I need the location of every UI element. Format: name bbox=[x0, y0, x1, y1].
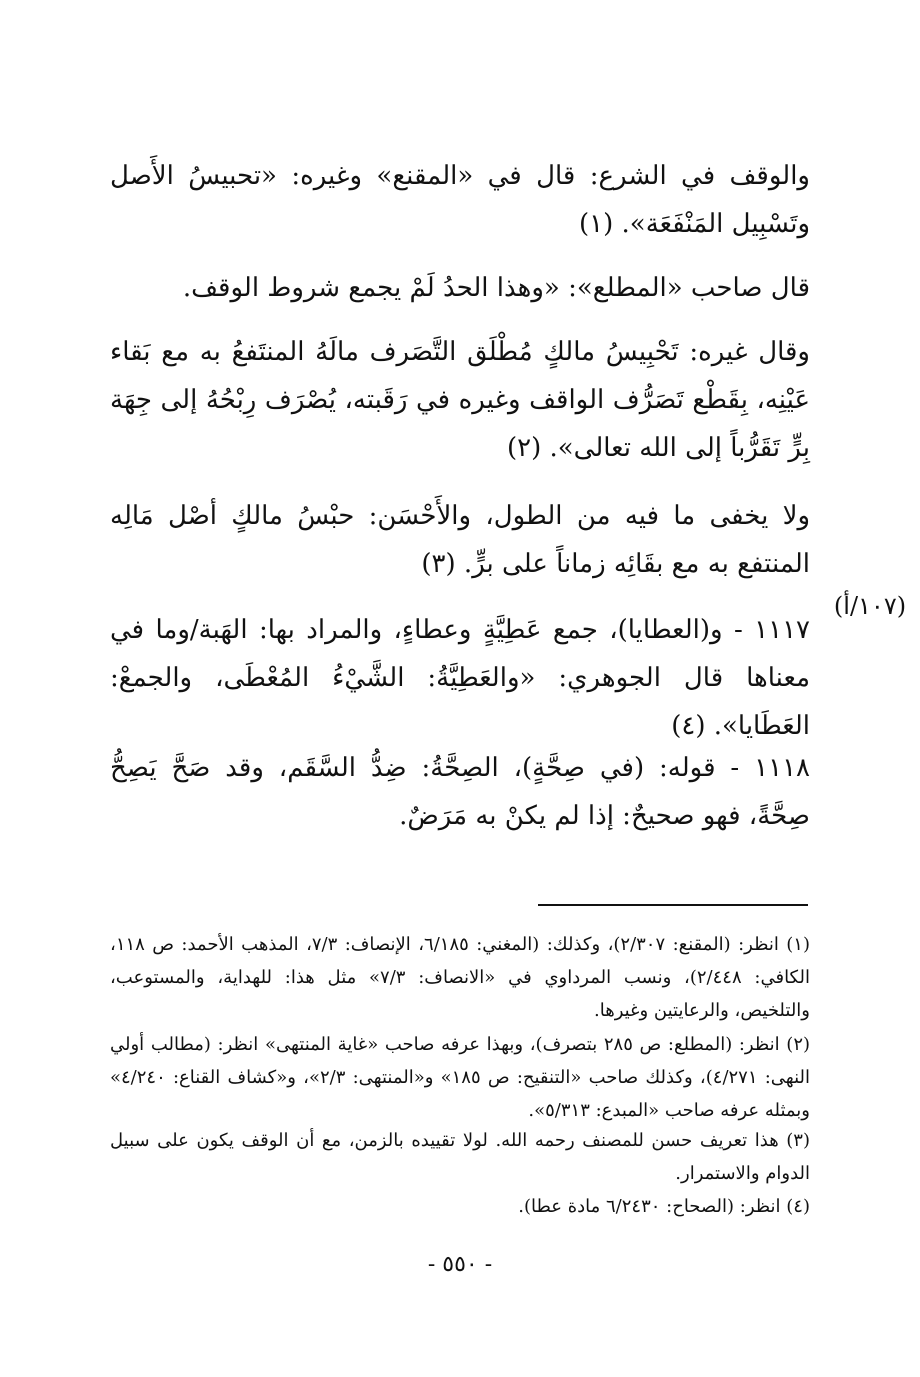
footnote-1: (١) انظر: (المقنع: ٢/٣٠٧)، وكذلك: (المغني: ٦/١٨٥، الإنصاف: ٧/٣، المذهب الأحمد: ص ١١٨، الكافي: ٢/٤٤٨)، ونسب المرداوي في «الانصاف: ٧/٣» مثل هذا: للهداية، والمستوعب، والتلخيص، والرعايتين وغيرها. bbox=[110, 934, 810, 1021]
paragraph-entry-1118: ١١١٨ - قوله: (في صِحَّةٍ)، الصِحَّةُ: ضِدُّ السَّقَم، وقد صَحَّ يَصِحُّ صِحَّةً، فهو صحيحٌ: إذا لم يكنْ به مَرَضٌ. bbox=[110, 753, 810, 831]
manuscript-folio-marker: (١٠٧/أ) bbox=[833, 592, 907, 620]
paragraph-alternative-definition: وقال غيره: تَحْبِيسُ مالكٍ مُطْلَق التَّصَرف مالَهُ المنتَفعُ به مع بَقاء عَيْنِه، بِقَطْع تَصَرُّف الواقف وغيره في رَقَبته، يُصْرَف رِبْحُهُ إلى جِهَة بِرٍّ تَقَرُّباً إلى الله تعالى». (٢) bbox=[110, 337, 810, 463]
page-number: - ٥٥٠ - bbox=[427, 1252, 493, 1277]
paragraph-mutla-critique: قال صاحب «المطلع»: «وهذا الحدُ لَمْ يجمع شروط الوقف. bbox=[182, 273, 810, 303]
paragraph-entry-1117: ١١١٧ - و(العطايا)، جمع عَطِيَّةٍ وعطاءٍ، والمراد بها: الهَبة/وما في معناها قال الجوهري: «والعَطِيَّةُ: الشَّيْءُ المُعْطَى، والجمعْ: العَطَايا». (٤) bbox=[110, 615, 810, 741]
footnote-4: (٤) انظر: (الصحاح: ٦/٢٤٣٠ مادة عطا). bbox=[518, 1196, 810, 1217]
paragraph-preferred-definition: ولا يخفى ما فيه من الطول، والأَحْسَن: حبْسُ مالكٍ أصْل مَالِه المنتفع به مع بقَائِه زماناً على برٍّ. (٣) bbox=[110, 501, 810, 579]
footnote-divider bbox=[538, 904, 808, 906]
footnote-2: (٢) انظر: (المطلع: ص ٢٨٥ بتصرف)، وبهذا عرفه صاحب «غاية المنتهى» انظر: (مطالب أولي النهى: ٤/٢٧١)، وكذلك صاحب «التنقيح: ص ١٨٥» و«المنتهى: ٢/٣»، و«كشاف القناع: ٤/٢٤٠» وبمثله عرفه صاحب «المبدع: ٥/٣١٣». bbox=[110, 1034, 811, 1121]
footnote-3: (٣) هذا تعريف حسن للمصنف رحمه الله. لولا تقييده بالزمن، مع أن الوقف يكون على سبيل الدوام والاستمرار. bbox=[110, 1130, 810, 1184]
paragraph-waqf-definition: والوقف في الشرع: قال في «المقنع» وغيره: «تحبيسُ الأَصل وتَسْبِيل المَنْفَعَة». (١) bbox=[110, 161, 810, 239]
